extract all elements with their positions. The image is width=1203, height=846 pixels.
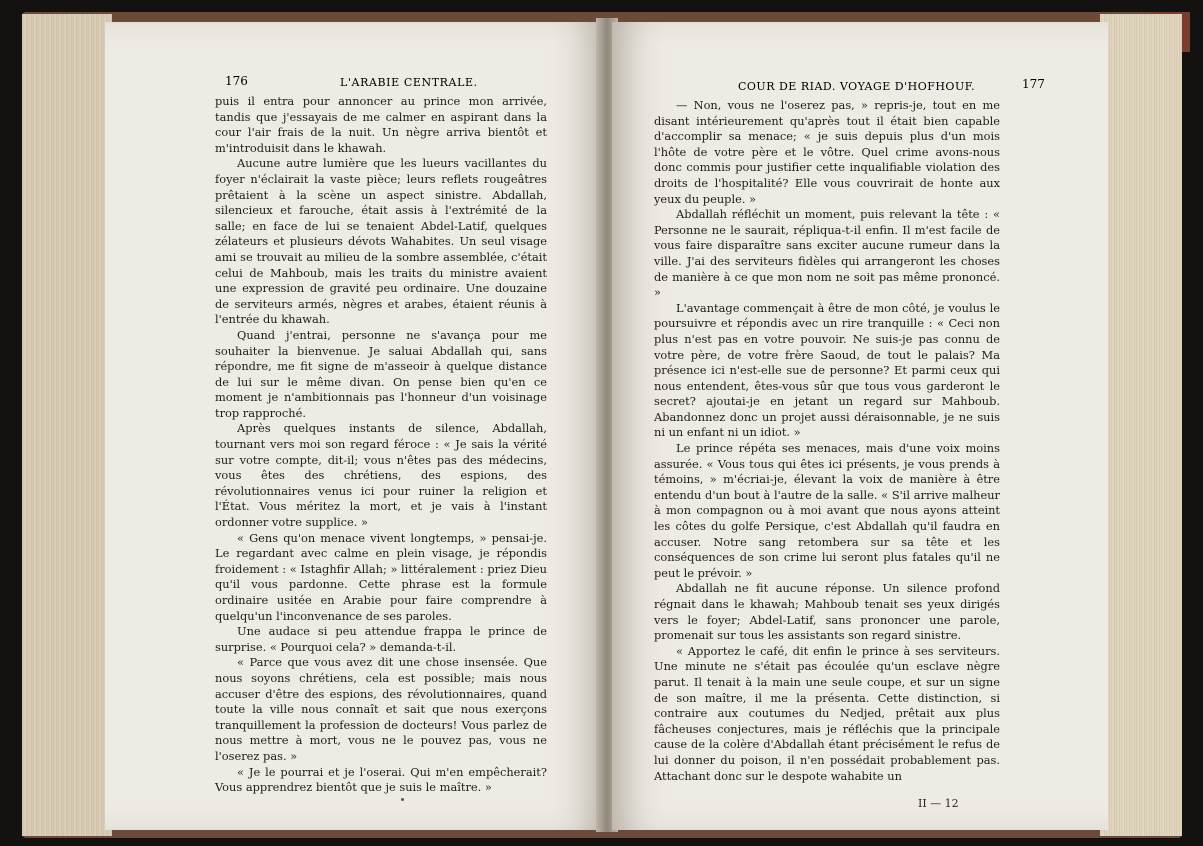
paragraph: Le prince répéta ses menaces, mais d'une voix moins assurée. « Vous tous qui êtes ici présents, je vous prends à témoins, » m'écriai-je, élevant la voix de manière à être entendu d'un bout à l'autre de la salle. « S'il arrive malheur à mon compagnon ou à moi avant que nous ayons atteint les côtes du golfe Persique, c'est Abdallah qu'il faudra en accuser. Notre sang retombera sur sa tête et les conséquences de son crime lui seront plus fatales qu'il ne peut le prévoir. » — [654, 441, 1000, 580]
right-page-text — [654, 98, 1000, 784]
paragraph: Une audace si peu attendue frappa le prince de surprise. « Pourquoi cela? » demanda-t-il. — [215, 624, 547, 654]
paragraph: — Non, vous ne l'oserez pas, » repris-je, tout en me disant intérieurement qu'après tout il était bien capable d'accomplir sa menace; « je suis depuis plus d'un mois l'hôte de votre père et le vôtre. Quel crime avons-nous donc commis pour justifier cette inqualifiable violation des droits de l'hospitalité? Elle vous couvrirait de honte aux yeux du peuple. » — [654, 98, 1000, 206]
paragraph: Aucune autre lumière que les lueurs vacillantes du foyer n'éclairait la vaste pièce; leurs reflets rougeâtres prêtaient à la scène un aspect sinistre. Abdallah, silencieux et farouche, était assis à l'extrémité de la salle; en face de lui se tenaient Abdel-Latif, quelques zélateurs et plusieurs dévots Wahabites. Un seul visage ami se trouvait au milieu de la sombre assemblée, c'était celui de Mahboub, mais les traits du ministre avaient une expression de gravité peu ordinaire. Une douzaine de serviteurs armés, nègres et arabes, étaient réunis à l'entrée du khawah. — [215, 156, 547, 327]
paragraph: « Apportez le café, dit enfin le prince à ses serviteurs. Une minute ne s'était pas écoulée qu'un esclave nègre parut. Il tenait à la main une seule coupe, et sur un signe de son maître, il me la présenta. Cette distinction, si contraire aux coutumes du Nedjed, prêtait aux plus fâcheuses conjectures, mais je réfléchis que la principale cause de la colère d'Abdallah étant précisément le refus de lui donner du poison, il n'en possédait probablement pas. Attachant donc sur le despote wahabite un — [654, 643, 1000, 783]
left-running-head: L'ARABIE CENTRALE. — [340, 76, 478, 89]
page-edges-right — [1100, 14, 1182, 836]
left-page — [105, 22, 603, 830]
left-page-number: 176 — [225, 74, 248, 88]
signature-mark: II — 12 — [918, 797, 959, 810]
paragraph: « Parce que vous avez dit une chose insensée. Que nous soyons chrétiens, cela est possible; mais nous accuser d'être des espions, des révolutionnaires, quand toute la ville nous connaît et sait que nous exerçons tranquillement la profession de docteurs! Vous parlez de nous mettre à mort, vous ne le pouvez pas, vous ne l'oserez pas. » — [215, 655, 547, 763]
paragraph: Quand j'entrai, personne ne s'avança pour me souhaiter la bienvenue. Je saluai Abdallah qui, sans répondre, me fit signe de m'asseoir à quelque distance de lui sur le même divan. On pense bien qu'en ce moment je n'ambitionnais pas l'honneur d'un voisinage trop rapproché. — [215, 327, 547, 420]
left-page-text — [215, 94, 547, 796]
page-edges-left — [22, 14, 112, 836]
paragraph: puis il entra pour annoncer au prince mon arrivée, tandis que j'essayais de me calmer en aspirant dans la cour l'air frais de la nuit. Un nègre arriva bientôt et m'introduisit dans le khawah. — [215, 94, 547, 155]
right-running-head: COUR DE RIAD. VOYAGE D'HOFHOUF. — [738, 80, 976, 93]
paragraph: Abdallah ne fit aucune réponse. Un silence profond régnait dans le khawah; Mahboub tenait ses yeux dirigés vers le foyer; Abdel-Latif, sans prononcer une parole, promenait sur tous les assistants son regard sinistre. — [654, 581, 1000, 643]
paragraph: « Gens qu'on menace vivent longtemps, » pensai-je. Le regardant avec calme en plein visage, je répondis froidement : « Istaghfir Allah; » littéralement : priez Dieu qu'il vous pardonne. Cette phrase est la formule ordinaire usitée en Arabie pour faire comprendre à quelqu'un l'inconvenance de ses paroles. — [215, 530, 547, 623]
paragraph: « Je le pourrai et je l'oserai. Qui m'en empêcherait? Vous apprendrez bientôt que je suis le maître. » — [215, 764, 547, 795]
paragraph: L'avantage commençait à être de mon côté, je voulus le poursuivre et répondis avec un rire tranquille : « Ceci non plus n'est pas en votre pouvoir. Ne suis-je pas connu de votre père, de votre frère Saoud, de tout le palais? Ma présence ici n'est-elle sue de personne? Et parmi ceux qui nous entendent, êtes-vous sûr que tous vous garderont le secret? ajoutai-je en jetant un regard sur Mahboub. Abandonnez donc un projet aussi déraisonnable, je ne suis ni un enfant ni un idiot. » — [654, 300, 1000, 440]
paragraph: Abdallah réfléchit un moment, puis relevant la tête : « Personne ne le saurait, répliqua-t-il enfin. Il m'est facile de vous faire disparaître sans exciter aucune rumeur dans la ville. J'ai des serviteurs fidèles qui arrangeront les choses de manière à ce que mon nom ne soit pas même prononcé. » — [654, 207, 1000, 300]
right-page — [612, 22, 1108, 830]
right-page-number: 177 — [1022, 77, 1045, 91]
paragraph: Après quelques instants de silence, Abdallah, tournant vers moi son regard féroce : « Je sais la vérité sur votre compte, dit-il; vous n'êtes pas des médecins, vous êtes des chrétiens, des espions, des révolutionnaires venus ici pour ruiner la religion et l'État. Vous méritez la mort, et je vais à l'instant ordonner votre supplice. » — [215, 421, 547, 530]
ink-speck — [401, 798, 404, 801]
